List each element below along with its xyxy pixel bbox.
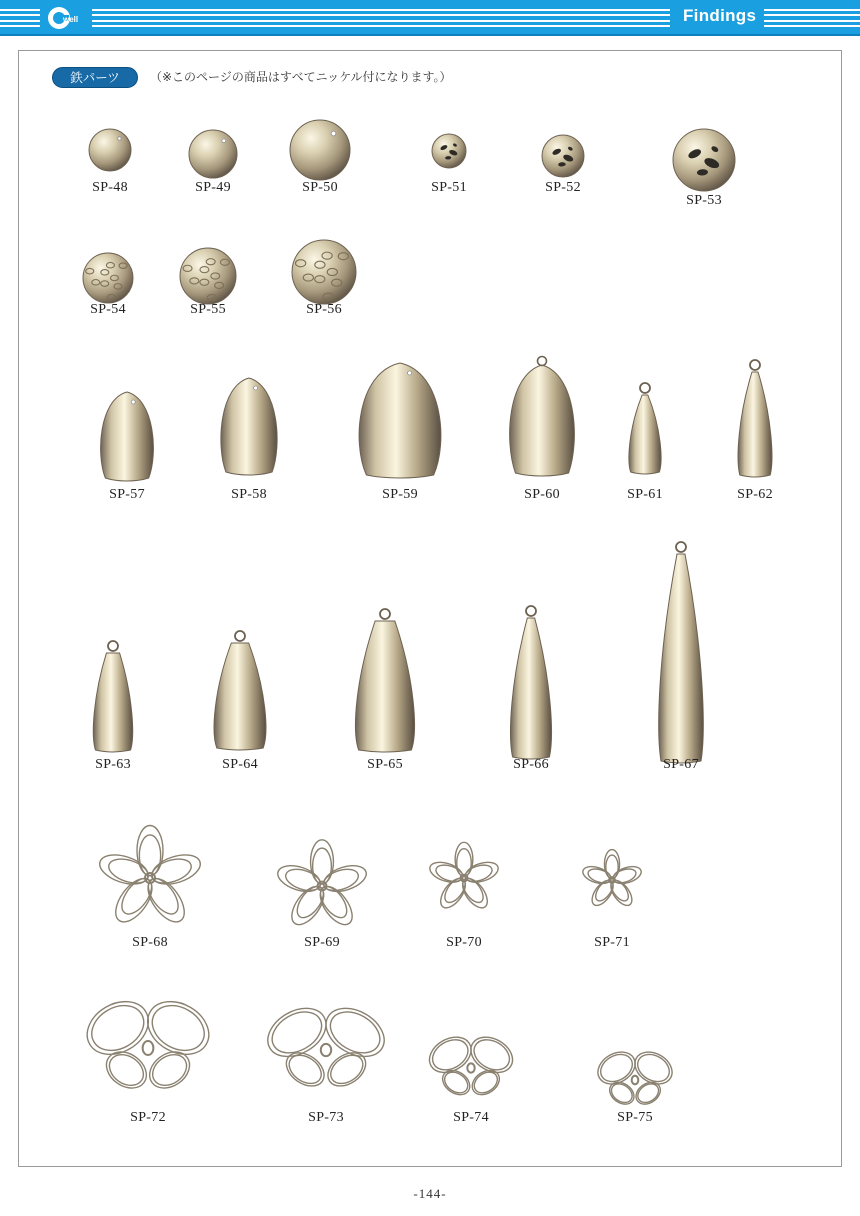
drop-loop-charm-image: [352, 607, 418, 753]
product-code: SP-51: [431, 180, 467, 195]
well-logo-icon: [46, 5, 84, 31]
wire-butterfly-charm-image: [274, 1006, 378, 1094]
product-code: SP-69: [304, 935, 340, 950]
page-number: -144-: [413, 1186, 447, 1201]
brand-title: Findings: [683, 6, 757, 25]
cone-loop-charm-image: [656, 540, 706, 764]
product-code: SP-66: [513, 757, 549, 772]
category-badge: 鉄パーツ: [52, 67, 138, 88]
cone-loop-charm-image: [627, 381, 663, 475]
disc-charm-image: [88, 128, 132, 172]
disc-charm-image: [289, 119, 351, 181]
product-code: SP-54: [90, 302, 126, 317]
product-code: SP-75: [617, 1110, 653, 1125]
wire-flower-charm-image: [274, 840, 370, 932]
disc-spotted-charm-image: [541, 134, 585, 178]
wire-butterfly-charm-image: [434, 1035, 508, 1101]
teardrop-charm-image: [352, 361, 448, 479]
svg-text:well: well: [63, 15, 79, 24]
product-code: SP-49: [195, 180, 231, 195]
teardrop-loop-charm-image: [504, 355, 580, 477]
disc-hammered-charm-image: [179, 247, 237, 305]
product-code: SP-52: [545, 180, 581, 195]
product-code: SP-62: [737, 487, 773, 502]
product-code: SP-48: [92, 180, 128, 195]
nickel-note: （※このページの商品はすべてニッケル付になります。）: [150, 70, 452, 84]
wire-flower-charm-image: [579, 849, 645, 911]
product-code: SP-74: [453, 1110, 489, 1125]
wire-flower-charm-image: [96, 826, 204, 930]
wire-butterfly-charm-image: [602, 1050, 668, 1110]
product-code: SP-64: [222, 757, 258, 772]
product-code: SP-67: [663, 757, 699, 772]
disc-charm-image: [188, 129, 238, 179]
product-code: SP-53: [686, 193, 722, 208]
product-code: SP-73: [308, 1110, 344, 1125]
wire-flower-charm-image: [425, 842, 503, 914]
disc-hammered-charm-image: [82, 252, 134, 304]
header-bar: [0, 0, 860, 36]
teardrop-charm-image: [96, 390, 158, 482]
product-code: SP-68: [132, 935, 168, 950]
product-code: SP-56: [306, 302, 342, 317]
disc-spotted-charm-image: [431, 133, 467, 169]
product-code: SP-57: [109, 487, 145, 502]
product-code: SP-60: [524, 487, 560, 502]
product-code: SP-71: [594, 935, 630, 950]
product-code: SP-55: [190, 302, 226, 317]
disc-spotted-charm-image: [672, 128, 736, 192]
product-code: SP-58: [231, 487, 267, 502]
cone-loop-charm-image: [508, 604, 554, 760]
product-code: SP-65: [367, 757, 403, 772]
disc-hammered-charm-image: [291, 239, 357, 305]
cone-loop-charm-image: [736, 358, 774, 478]
product-code: SP-70: [446, 935, 482, 950]
teardrop-charm-image: [216, 376, 282, 476]
product-code: SP-61: [627, 487, 663, 502]
drop-loop-charm-image: [91, 639, 135, 753]
drop-loop-charm-image: [211, 629, 269, 751]
product-code: SP-72: [130, 1110, 166, 1125]
product-code: SP-59: [382, 487, 418, 502]
wire-butterfly-charm-image: [94, 998, 202, 1098]
product-code: SP-50: [302, 180, 338, 195]
product-code: SP-63: [95, 757, 131, 772]
